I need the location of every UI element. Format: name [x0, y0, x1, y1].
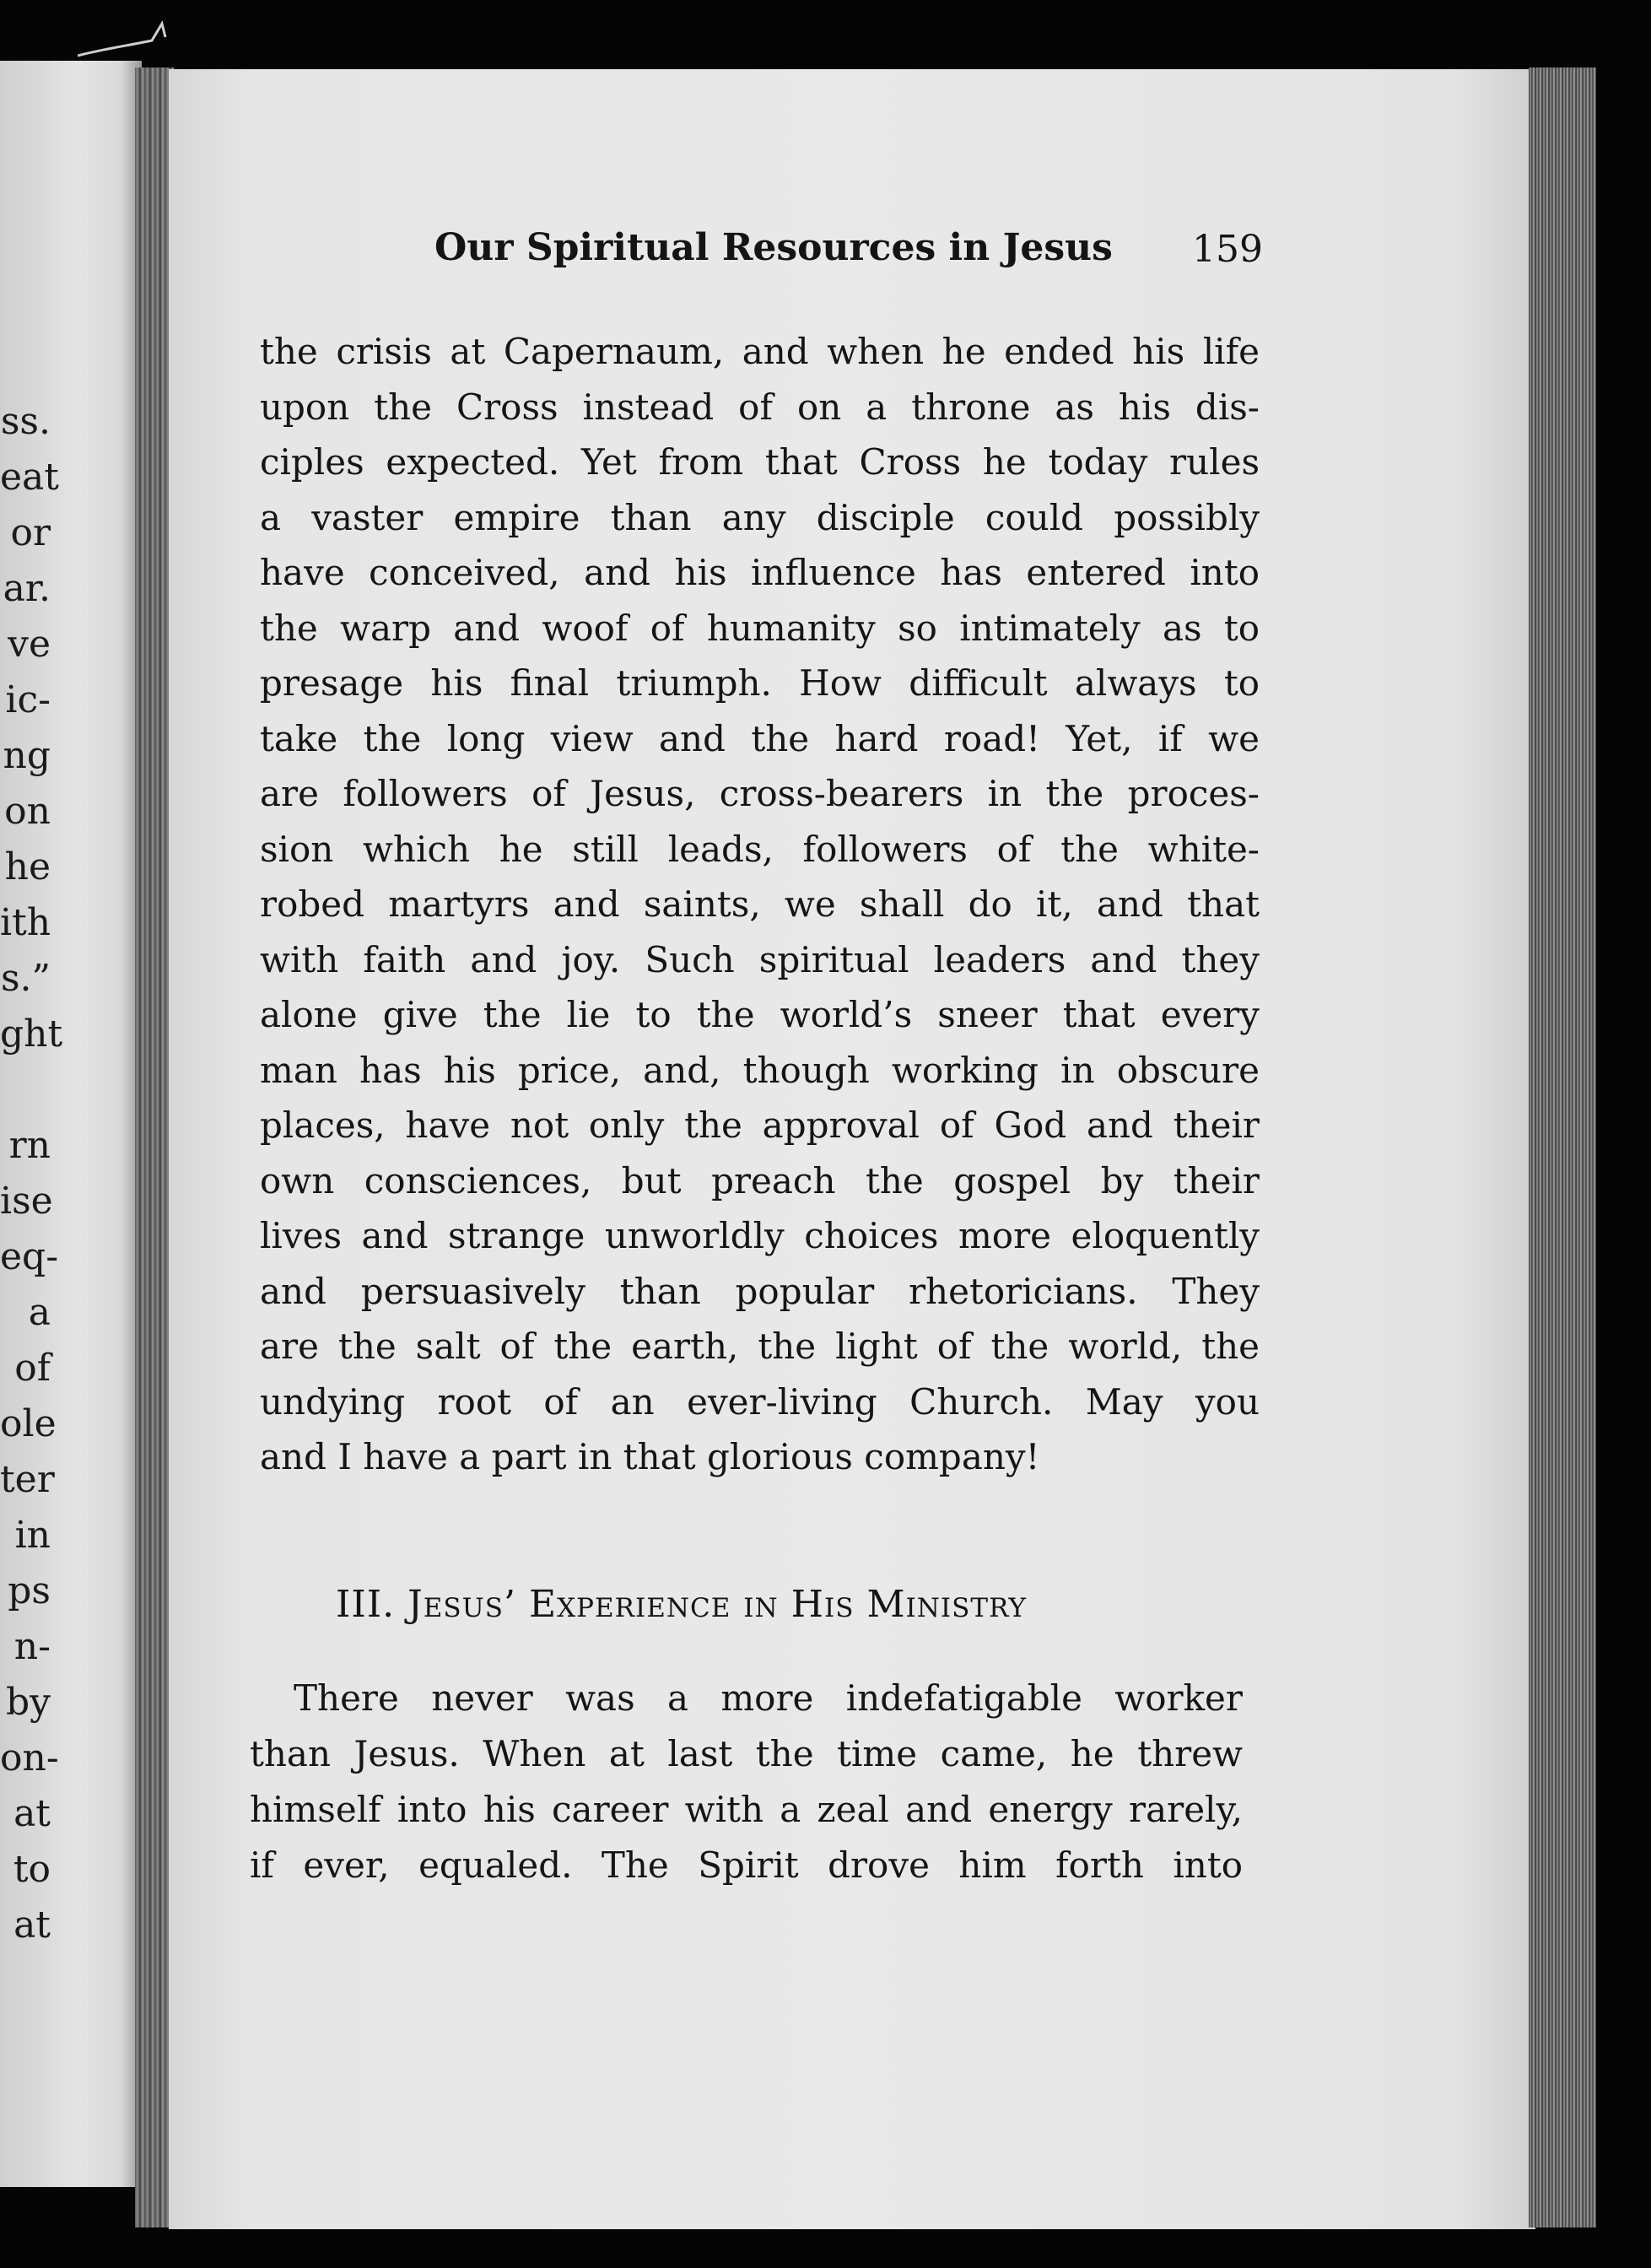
previous-page-line: s.”	[0, 957, 51, 1000]
previous-page-line: ght	[0, 1012, 63, 1056]
text-line: the warp and woof of humanity so intimately as to	[260, 607, 1260, 649]
text-line: take the long view and the hard road! Yet, if we	[260, 717, 1260, 759]
text-line: if ever, equaled. The Spirit drove him forth into	[250, 1844, 1243, 1886]
text-line: a vaster empire than any disciple could possibly	[260, 496, 1260, 538]
previous-page-line: to	[13, 1848, 51, 1891]
previous-page-line: ic-	[5, 678, 51, 721]
text-line: presage his final triumph. How difficult always to	[260, 662, 1260, 704]
text-line: ciples expected. Yet from that Cross he today rules	[260, 441, 1260, 483]
previous-page-line: ter	[0, 1458, 55, 1501]
previous-page-line: at	[13, 1904, 51, 1947]
text-line: himself into his career with a zeal and energy rarely,	[250, 1789, 1243, 1830]
text-line: sion which he still leads, followers of the white-	[260, 828, 1260, 870]
previous-page-line: at	[13, 1792, 51, 1835]
previous-page-line: ith	[0, 901, 51, 944]
text-line: own consciences, but preach the gospel by their	[260, 1159, 1260, 1202]
text-line: than Jesus. When at last the time came, he threw	[250, 1733, 1243, 1774]
paragraph-2	[250, 1671, 1243, 1893]
previous-page-line: or	[10, 511, 51, 554]
previous-page-line: ve	[8, 623, 51, 666]
previous-page-line: ss.	[0, 400, 51, 443]
previous-page-line: ar.	[3, 567, 51, 610]
text-line: with faith and joy. Such spiritual leaders and they	[260, 938, 1260, 980]
running-head: Our Spiritual Resources in Jesus	[434, 226, 1113, 269]
text-line: undying root of an ever-living Church. May you	[260, 1380, 1260, 1423]
previous-page-line: eq-	[0, 1235, 59, 1278]
previous-page-line: rn	[8, 1124, 51, 1167]
previous-page-line: eat	[0, 456, 59, 499]
previous-page-line: ole	[0, 1402, 57, 1445]
page-number: 159	[1192, 228, 1263, 271]
previous-page-line: by	[5, 1681, 51, 1724]
text-line: robed martyrs and saints, we shall do it, and that	[260, 883, 1260, 925]
text-line: and persuasively than popular rhetoricians. They	[260, 1270, 1260, 1312]
previous-page-line: he	[4, 845, 51, 888]
text-line: have conceived, and his influence has entered into	[260, 552, 1260, 593]
text-line: the crisis at Capernaum, and when he ended his life	[260, 331, 1260, 372]
text-line: There never was a more indefatigable worker	[294, 1677, 1243, 1719]
section-heading: III. Jesus’ Experience in His Ministry	[336, 1583, 1027, 1626]
text-line: and I have a part in that glorious company!	[260, 1436, 1040, 1477]
previous-page-line: on	[4, 790, 51, 833]
page-edges	[1529, 68, 1596, 2228]
previous-page-line-endings	[0, 394, 63, 1953]
previous-page-line: n-	[13, 1625, 51, 1668]
text-line: are the salt of the earth, the light of the world, the	[260, 1326, 1260, 1367]
previous-page-line: on-	[0, 1736, 59, 1779]
text-line: lives and strange unworldly choices more eloquently	[260, 1215, 1260, 1256]
previous-page-line: ps	[8, 1569, 51, 1612]
corner-mark	[78, 12, 179, 62]
previous-page-line: ise	[0, 1180, 53, 1223]
previous-page-line: in	[14, 1514, 51, 1557]
paragraph-1	[260, 324, 1260, 1485]
previous-page-line: ng	[3, 734, 51, 777]
text-line: upon the Cross instead of on a throne as his dis-	[260, 386, 1260, 428]
text-line: are followers of Jesus, cross-bearers in the proces-	[260, 773, 1260, 814]
previous-page-fragment	[0, 61, 142, 2187]
previous-page-line	[0, 1062, 51, 1118]
text-line: alone give the lie to the world’s sneer that every	[260, 994, 1260, 1035]
previous-page-line: of	[14, 1347, 51, 1390]
previous-page-line: a	[28, 1291, 51, 1334]
text-line: man has his price, and, though working in obscure	[260, 1049, 1260, 1091]
text-line: places, have not only the approval of God and their	[260, 1104, 1260, 1146]
